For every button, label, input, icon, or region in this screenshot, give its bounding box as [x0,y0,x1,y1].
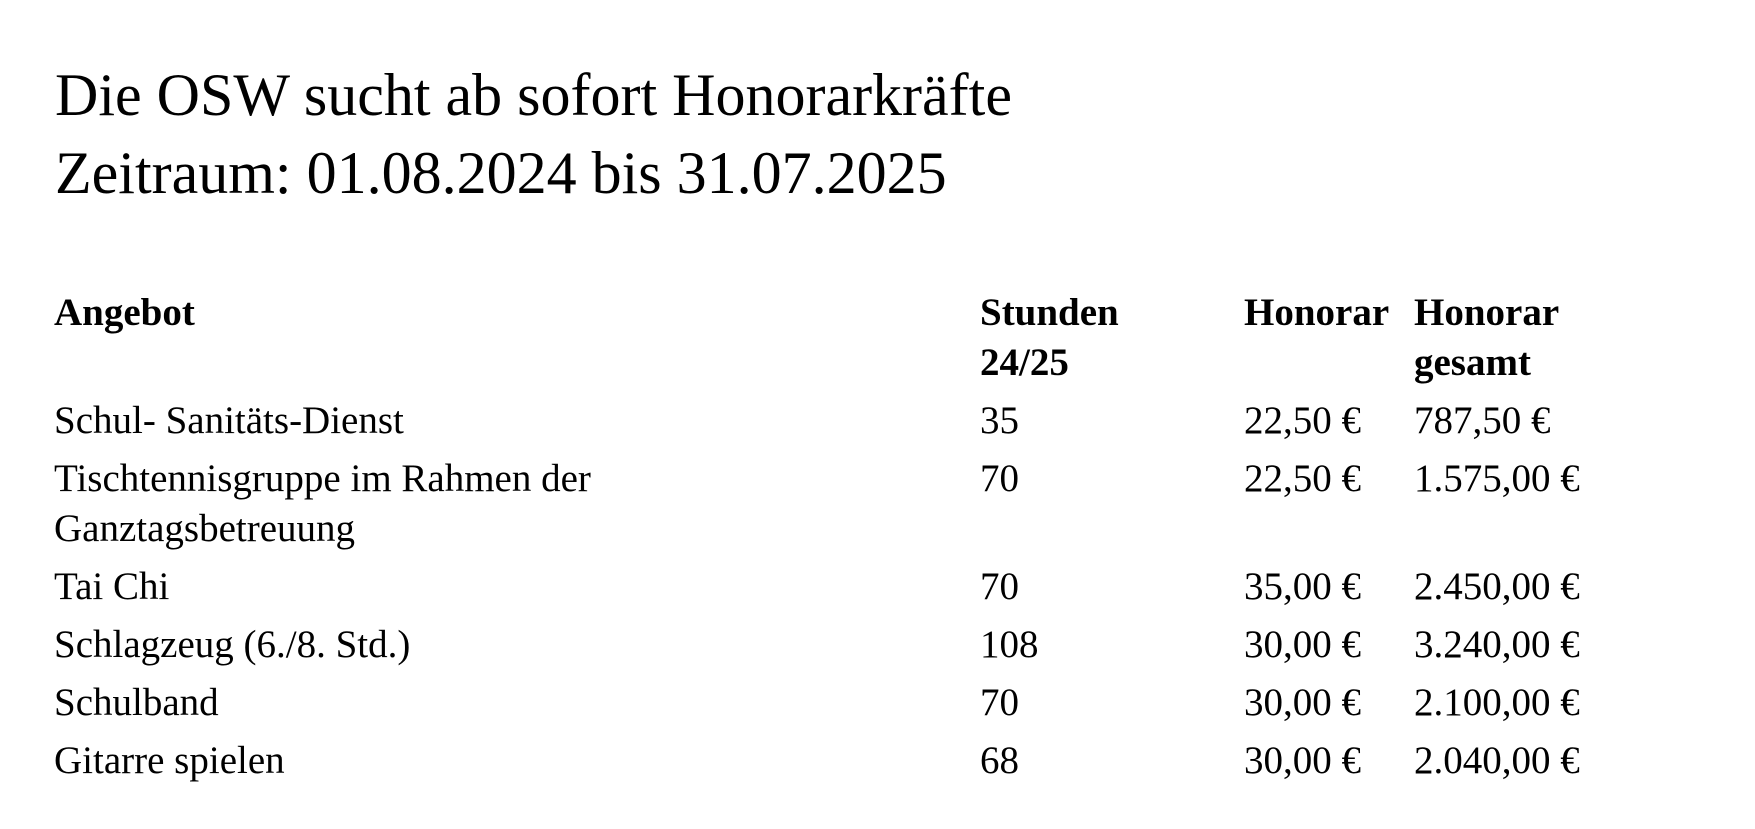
cell-fee: 22,50 € [1244,457,1361,500]
header-fee: Honorar [1244,291,1390,334]
cell-total: 2.100,00 € [1414,681,1580,724]
heading-period: Zeitraum: 01.08.2024 bis 31.07.2025 [55,140,947,206]
table-row [54,454,1614,562]
cell-hours: 70 [980,457,1019,500]
cell-hours: 35 [980,399,1019,442]
cell-total: 1.575,00 € [1414,457,1580,500]
cell-offer-line1: Gitarre spielen [54,739,285,782]
header-total-line2: gesamt [1414,341,1531,384]
header-total-line1: Honorar [1414,291,1560,334]
table-header-row [54,288,1614,396]
heading-title: Die OSW sucht ab sofort Honorarkräfte [55,62,1012,128]
cell-hours: 108 [980,623,1039,666]
cell-fee: 22,50 € [1244,399,1361,442]
cell-offer-line2: Ganztagsbetreuung [54,507,356,550]
cell-total: 787,50 € [1414,399,1551,442]
header-hours-line1: Stunden [980,291,1119,334]
cell-hours: 70 [980,565,1019,608]
table-row [54,736,1614,794]
cell-fee: 35,00 € [1244,565,1361,608]
cell-offer [54,736,980,794]
page-heading [55,56,1012,212]
cell-total: 2.040,00 € [1414,739,1580,782]
offers-table [54,288,1614,794]
table-row [54,678,1614,736]
cell-offer-line1: Schulband [54,681,219,724]
cell-fee: 30,00 € [1244,739,1361,782]
cell-offer [54,454,980,562]
cell-offer-line1: Schlagzeug (6./8. Std.) [54,623,411,666]
header-hours-line2: 24/25 [980,341,1069,384]
table-row [54,396,1614,454]
cell-total: 2.450,00 € [1414,565,1580,608]
header-offer: Angebot [54,291,195,334]
cell-offer-line1: Tischtennisgruppe im Rahmen der [54,457,591,500]
cell-offer-line1: Schul- Sanitäts-Dienst [54,399,404,442]
header-total [1414,288,1614,396]
cell-offer [54,562,980,620]
cell-offer [54,620,980,678]
cell-offer [54,678,980,736]
table-row [54,562,1614,620]
cell-fee: 30,00 € [1244,681,1361,724]
table-row [54,620,1614,678]
cell-offer-line1: Tai Chi [54,565,170,608]
cell-total: 3.240,00 € [1414,623,1580,666]
header-hours [980,288,1244,396]
cell-hours: 68 [980,739,1019,782]
cell-offer [54,396,980,454]
cell-fee: 30,00 € [1244,623,1361,666]
cell-hours: 70 [980,681,1019,724]
